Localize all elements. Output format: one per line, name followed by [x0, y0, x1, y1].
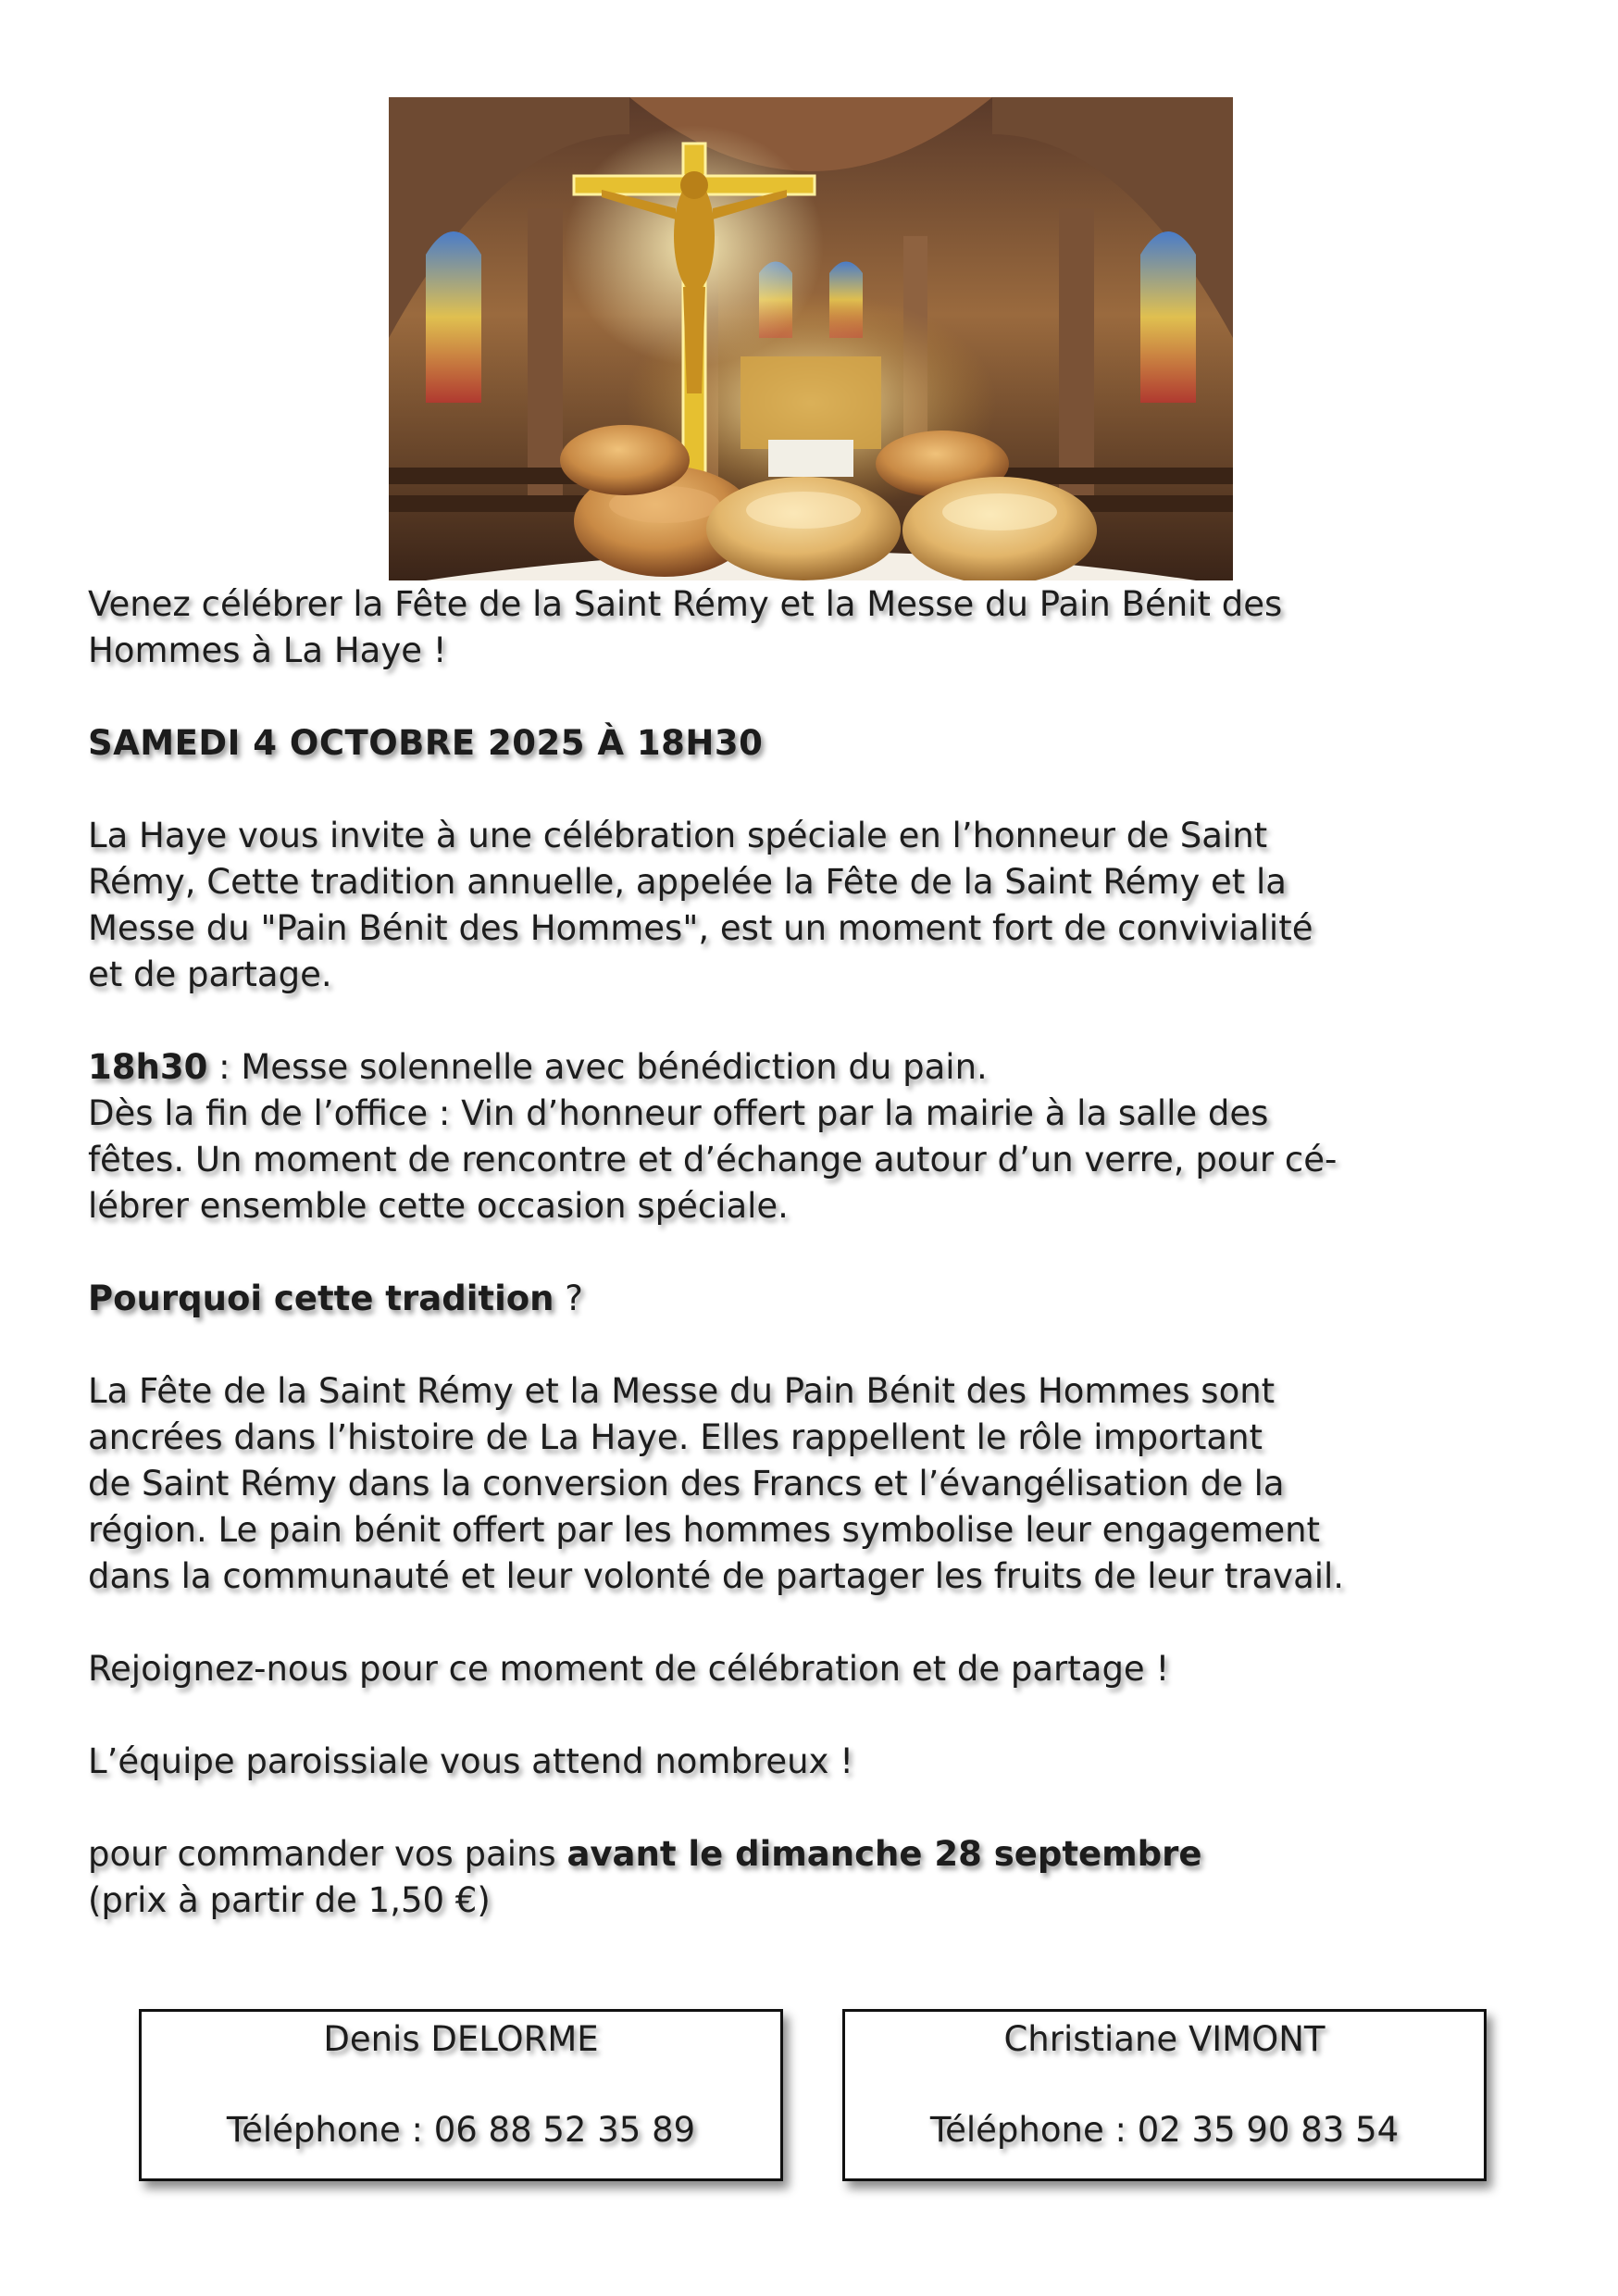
- intro-line-1: Venez célébrer la Fête de la Saint Rémy et la Messe du Pain Bénit des: [88, 584, 1283, 624]
- schedule-line: lébrer ensemble cette occasion spéciale.: [88, 1186, 789, 1226]
- why-line: ancrées dans l’histoire de La Haye. Elles rappellent le rôle important: [88, 1417, 1263, 1457]
- schedule-mass-text: : Messe solennelle avec bénédiction du pain.: [207, 1047, 988, 1087]
- order-deadline: avant le dimanche 28 septembre: [566, 1834, 1202, 1874]
- why-heading-line: [88, 1276, 1550, 1322]
- intro-paragraph: [88, 581, 1550, 674]
- contact-phone: Téléphone : 02 35 90 83 54: [929, 2110, 1400, 2150]
- order-prefix: pour commander vos pains: [88, 1834, 567, 1874]
- contact-name: Denis DELORME: [323, 2019, 599, 2059]
- invitation-line: Rémy, Cette tradition annuelle, appelée la Fête de la Saint Rémy et la: [88, 862, 1287, 902]
- invitation-line: et de partage.: [88, 955, 332, 994]
- why-paragraph: [88, 1368, 1550, 1600]
- why-heading: Pourquoi cette tradition: [88, 1279, 554, 1318]
- schedule-line: fêtes. Un moment de rencontre et d’échange autour d’un verre, pour cé-: [88, 1140, 1338, 1179]
- why-line: de Saint Rémy dans la conversion des Francs et l’évangélisation de la: [88, 1464, 1285, 1504]
- event-date-heading: SAMEDI 4 OCTOBRE 2025 À 18H30: [88, 723, 764, 763]
- why-heading-suffix: ?: [554, 1279, 583, 1318]
- contact-box-vimont: [842, 2009, 1487, 2181]
- church-hero-image: [389, 97, 1233, 580]
- contact-box-delorme: [139, 2009, 783, 2181]
- why-line: La Fête de la Saint Rémy et la Messe du Pain Bénit des Hommes sont: [88, 1371, 1276, 1411]
- intro-line-2: Hommes à La Haye !: [88, 630, 447, 670]
- why-line: région. Le pain bénit offert par les hommes symbolise leur engagement: [88, 1510, 1321, 1550]
- invitation-line: Messe du "Pain Bénit des Hommes", est un moment fort de convivialité: [88, 908, 1313, 948]
- schedule-mass-line: [88, 1044, 1550, 1091]
- church-altar-illustration: [389, 97, 1233, 580]
- order-line: [88, 1831, 1550, 1878]
- invitation-paragraph: [88, 813, 1550, 998]
- schedule-time: 18h30: [88, 1047, 208, 1087]
- order-price: (prix à partir de 1,50 €): [88, 1880, 491, 1920]
- invitation-line: La Haye vous invite à une célébration spéciale en l’honneur de Saint: [88, 816, 1268, 855]
- contact-phone: Téléphone : 06 88 52 35 89: [226, 2110, 696, 2150]
- contact-name: Christiane VIMONT: [1003, 2019, 1326, 2059]
- why-line: dans la communauté et leur volonté de partager les fruits de leur travail.: [88, 1556, 1345, 1596]
- order-paragraph: [88, 1831, 1550, 1924]
- join-text: Rejoignez-nous pour ce moment de célébration et de partage !: [88, 1649, 1170, 1689]
- schedule-paragraph: [88, 1044, 1550, 1229]
- schedule-line: Dès la fin de l’office : Vin d’honneur offert par la mairie à la salle des: [88, 1093, 1269, 1133]
- team-text: L’équipe paroissiale vous attend nombreux !: [88, 1741, 854, 1781]
